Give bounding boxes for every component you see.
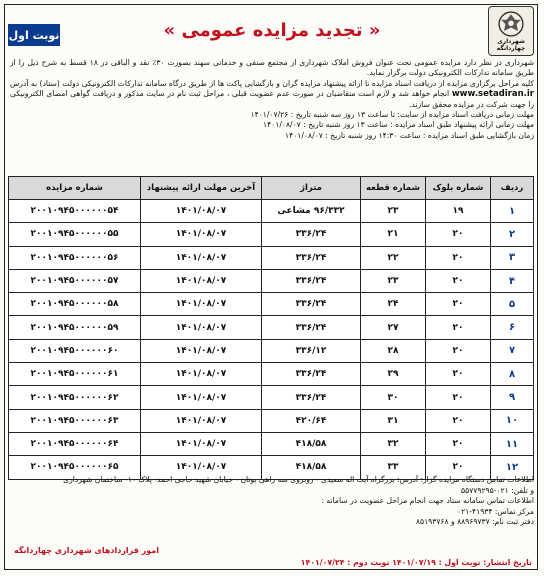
cell-block-number: ۲۰	[426, 456, 491, 479]
cell-deadline: ۱۴۰۱/۰۸/۰۷	[141, 386, 262, 409]
cell-row-number: ۱۱	[491, 432, 534, 455]
cell-row-number: ۷	[491, 339, 534, 362]
cell-auction-number: ۲۰۰۱۰۹۴۵۰۰۰۰۰۰۶۵	[9, 456, 141, 479]
cell-auction-number: ۲۰۰۱۰۹۴۵۰۰۰۰۰۰۵۴	[9, 200, 141, 223]
deadline-documents: مهلت زمانی دریافت اسناد مزایده از سایت: تا ساعت ۱۳ روز سه شنبه تاریخ : ۱۴۰۱/۰۷/۲۶	[250, 110, 534, 120]
table-row	[9, 223, 534, 246]
cell-block-number: ۲۰	[426, 316, 491, 339]
cell-auction-number: ۲۰۰۱۰۹۴۵۰۰۰۰۰۰۶۳	[9, 409, 141, 432]
contact-info	[10, 475, 534, 528]
publication-dates: تاریخ انتشار: نوبت اول : ۱۴۰۱/۰۷/۱۹ نوبت دوم : ۱۴۰۱/۰۷/۲۴	[300, 558, 532, 567]
procedure-text-cont: انجام خواهد شد و لازم است متقاضیان در صورت عدم عضویت قبلی ، مراحل ثبت نام در سایت مذکور و دریافت گواهی امضای الکترونیکی را جهت شرکت در مزایده محقق سازند.	[10, 89, 534, 109]
cell-deadline: ۱۴۰۱/۰۸/۰۷	[141, 223, 262, 246]
cell-row-number: ۶	[491, 316, 534, 339]
cell-row-number: ۱	[491, 200, 534, 223]
cell-block-number: ۲۰	[426, 223, 491, 246]
cell-area: ۳۳۶/۲۴	[262, 223, 361, 246]
cell-plot-number: ۲۴	[361, 293, 426, 316]
cell-area: ۳۳۶/۲۴	[262, 316, 361, 339]
cell-deadline: ۱۴۰۱/۰۸/۰۷	[141, 456, 262, 479]
auction-table	[8, 176, 534, 480]
cell-auction-number: ۲۰۰۱۰۹۴۵۰۰۰۰۰۰۶۲	[9, 386, 141, 409]
cell-deadline: ۱۴۰۱/۰۸/۰۷	[141, 363, 262, 386]
cell-plot-number: ۲۹	[361, 363, 426, 386]
cell-row-number: ۵	[491, 293, 534, 316]
cell-auction-number: ۲۰۰۱۰۹۴۵۰۰۰۰۰۰۶۰	[9, 339, 141, 362]
cell-plot-number: ۳۱	[361, 409, 426, 432]
procedure-paragraph	[10, 79, 534, 110]
cell-row-number: ۱۲	[491, 456, 534, 479]
cell-auction-number: ۲۰۰۱۰۹۴۵۰۰۰۰۰۰۵۵	[9, 223, 141, 246]
col-auction-number: شماره مزایده	[9, 177, 141, 200]
cell-block-number: ۲۰	[426, 409, 491, 432]
cell-row-number: ۴	[491, 269, 534, 292]
cell-area: ۳۳۶/۲۴	[262, 246, 361, 269]
cell-deadline: ۱۴۰۱/۰۸/۰۷	[141, 246, 262, 269]
cell-auction-number: ۲۰۰۱۰۹۴۵۰۰۰۰۰۰۵۶	[9, 246, 141, 269]
cell-plot-number: ۳۳	[361, 456, 426, 479]
cell-auction-number: ۲۰۰۱۰۹۴۵۰۰۰۰۰۰۶۴	[9, 432, 141, 455]
cell-row-number: ۳	[491, 246, 534, 269]
table-row	[9, 200, 534, 223]
cell-block-number: ۲۰	[426, 246, 491, 269]
cell-area: ۳۳۶/۲۴	[262, 363, 361, 386]
col-block-number: شماره بلوک	[426, 177, 491, 200]
cell-area: ۴۱۸/۵۸	[262, 432, 361, 455]
cell-plot-number: ۳۰	[361, 386, 426, 409]
table-row	[9, 246, 534, 269]
col-plot-number: شماره قطعه	[361, 177, 426, 200]
cell-deadline: ۱۴۰۱/۰۸/۰۷	[141, 409, 262, 432]
cell-area: ۳۳۶/۲۴	[262, 293, 361, 316]
cell-deadline: ۱۴۰۱/۰۸/۰۷	[141, 200, 262, 223]
setad-contact-heading: اطلاعات تماس سامانه ستاد جهت انجام مراحل عضویت در سامانه :	[321, 496, 534, 506]
cell-area: ۳۳۶/۲۴	[262, 386, 361, 409]
table-row	[9, 432, 534, 455]
announcement-body	[10, 58, 534, 141]
cell-auction-number: ۲۰۰۱۰۹۴۵۰۰۰۰۰۰۵۷	[9, 269, 141, 292]
cell-area: ۹۶/۳۳۲ مشاعی	[262, 200, 361, 223]
procedure-text: کلیه مراحل برگزاری مزایده از دریافت اسناد مزایده تا ارائه پیشنهاد مزایده گران و بازگشایی پاکت ها از طریق درگاه سامانه تدارکات الکترونیکی دولت (ستاد) به آدرس	[10, 78, 534, 88]
cell-area: ۳۳۶/۲۴	[262, 269, 361, 292]
cell-plot-number: ۲۲	[361, 246, 426, 269]
table-row	[9, 316, 534, 339]
issuer-signature: امور قراردادهای شهرداری چهاردانگه	[14, 546, 159, 555]
cell-block-number: ۲۰	[426, 432, 491, 455]
cell-auction-number: ۲۰۰۱۰۹۴۵۰۰۰۰۰۰۶۱	[9, 363, 141, 386]
round-badge: نوبت اول	[8, 24, 60, 46]
cell-area: ۳۳۶/۱۲	[262, 339, 361, 362]
cell-row-number: ۱۰	[491, 409, 534, 432]
cell-block-number: ۲۰	[426, 363, 491, 386]
table-row	[9, 293, 534, 316]
cell-block-number: ۱۹	[426, 200, 491, 223]
cell-plot-number: ۲۳	[361, 269, 426, 292]
col-deadline: آخرین مهلت ارائه پیشنهاد	[141, 177, 262, 200]
setad-call-center: مرکز تماس: ۴۱۹۳۴-۰۲۱	[457, 506, 534, 516]
setad-link[interactable]: www.setadiran.ir	[451, 89, 534, 100]
cell-plot-number: ۲۱	[361, 223, 426, 246]
cell-row-number: ۹	[491, 386, 534, 409]
cell-row-number: ۸	[491, 363, 534, 386]
cell-plot-number: ۲۷	[361, 316, 426, 339]
table-body	[9, 200, 534, 480]
cell-block-number: ۲۰	[426, 293, 491, 316]
cell-plot-number: ۲۸	[361, 339, 426, 362]
cell-deadline: ۱۴۰۱/۰۸/۰۷	[141, 339, 262, 362]
col-row-number: ردیف	[491, 177, 534, 200]
table-row	[9, 386, 534, 409]
cell-deadline: ۱۴۰۱/۰۸/۰۷	[141, 432, 262, 455]
col-area: متراژ	[262, 177, 361, 200]
municipality-logo	[488, 6, 534, 56]
cell-area: ۴۲۰/۶۴	[262, 409, 361, 432]
cell-row-number: ۲	[491, 223, 534, 246]
deadline-proposals: مهلت زمانی ارائه پیشنهاد طبق اسناد مزایده : ساعت ۱۳ روز شنبه تاریخ : ۱۴۰۱/۰۸/۰۷	[263, 120, 534, 130]
cell-auction-number: ۲۰۰۱۰۹۴۵۰۰۰۰۰۰۵۸	[9, 293, 141, 316]
intro-paragraph: شهرداری در نظر دارد مزایده عمومی تحت عنوان فروش املاک شهرداری از مجتمع صنفی و خدماتی سهند بصورت ۳۰٪ نقد و الباقی در ۱۸ قسط به شرح ذیل را از طریق سامانه تدارکات الکترونیکی دولت برگزار نماید.	[10, 58, 534, 78]
cell-deadline: ۱۴۰۱/۰۸/۰۷	[141, 269, 262, 292]
cell-auction-number: ۲۰۰۱۰۹۴۵۰۰۰۰۰۰۵۹	[9, 316, 141, 339]
page-title: « تجدید مزایده عمومی »	[163, 20, 381, 41]
cell-deadline: ۱۴۰۱/۰۸/۰۷	[141, 316, 262, 339]
cell-block-number: ۲۰	[426, 339, 491, 362]
table-row	[9, 409, 534, 432]
cell-plot-number: ۳۲	[361, 432, 426, 455]
emblem-icon	[497, 10, 525, 38]
cell-area: ۴۱۸/۵۸	[262, 456, 361, 479]
table-header-row	[9, 177, 534, 200]
contact-phone: و تلفن: ۰۲۱-۵۵۷۷۹۲۹۵	[461, 485, 534, 495]
cell-deadline: ۱۴۰۱/۰۸/۰۷	[141, 293, 262, 316]
cell-block-number: ۲۰	[426, 269, 491, 292]
opening-time: زمان بازگشایی طبق اسناد مزایده : ساعت ۱۴:۳۰ روز شنبه تاریخ : ۱۴۰۱/۰۸/۰۷	[285, 130, 534, 140]
cell-plot-number: ۲۳	[361, 200, 426, 223]
table-row	[9, 363, 534, 386]
setad-registration-office: دفتر ثبت نام: ۸۸۹۶۹۷۳۷ و ۸۵۱۹۳۷۶۸	[415, 517, 534, 527]
cell-block-number: ۲۰	[426, 386, 491, 409]
table-row	[9, 269, 534, 292]
logo-line-2: چهاردانگه	[496, 45, 526, 52]
contact-address: اطلاعات تماس دستگاه مزایده گزار: آدرس: بزرگراه آیت اله سعیدی - روبروی سه راهی بوتان - خیابان شهید حاجی احمد- پلاک ۱۰- ساختمان شهرداری	[63, 475, 534, 484]
logo-line-1: شهرداری	[497, 38, 525, 45]
table-row	[9, 339, 534, 362]
